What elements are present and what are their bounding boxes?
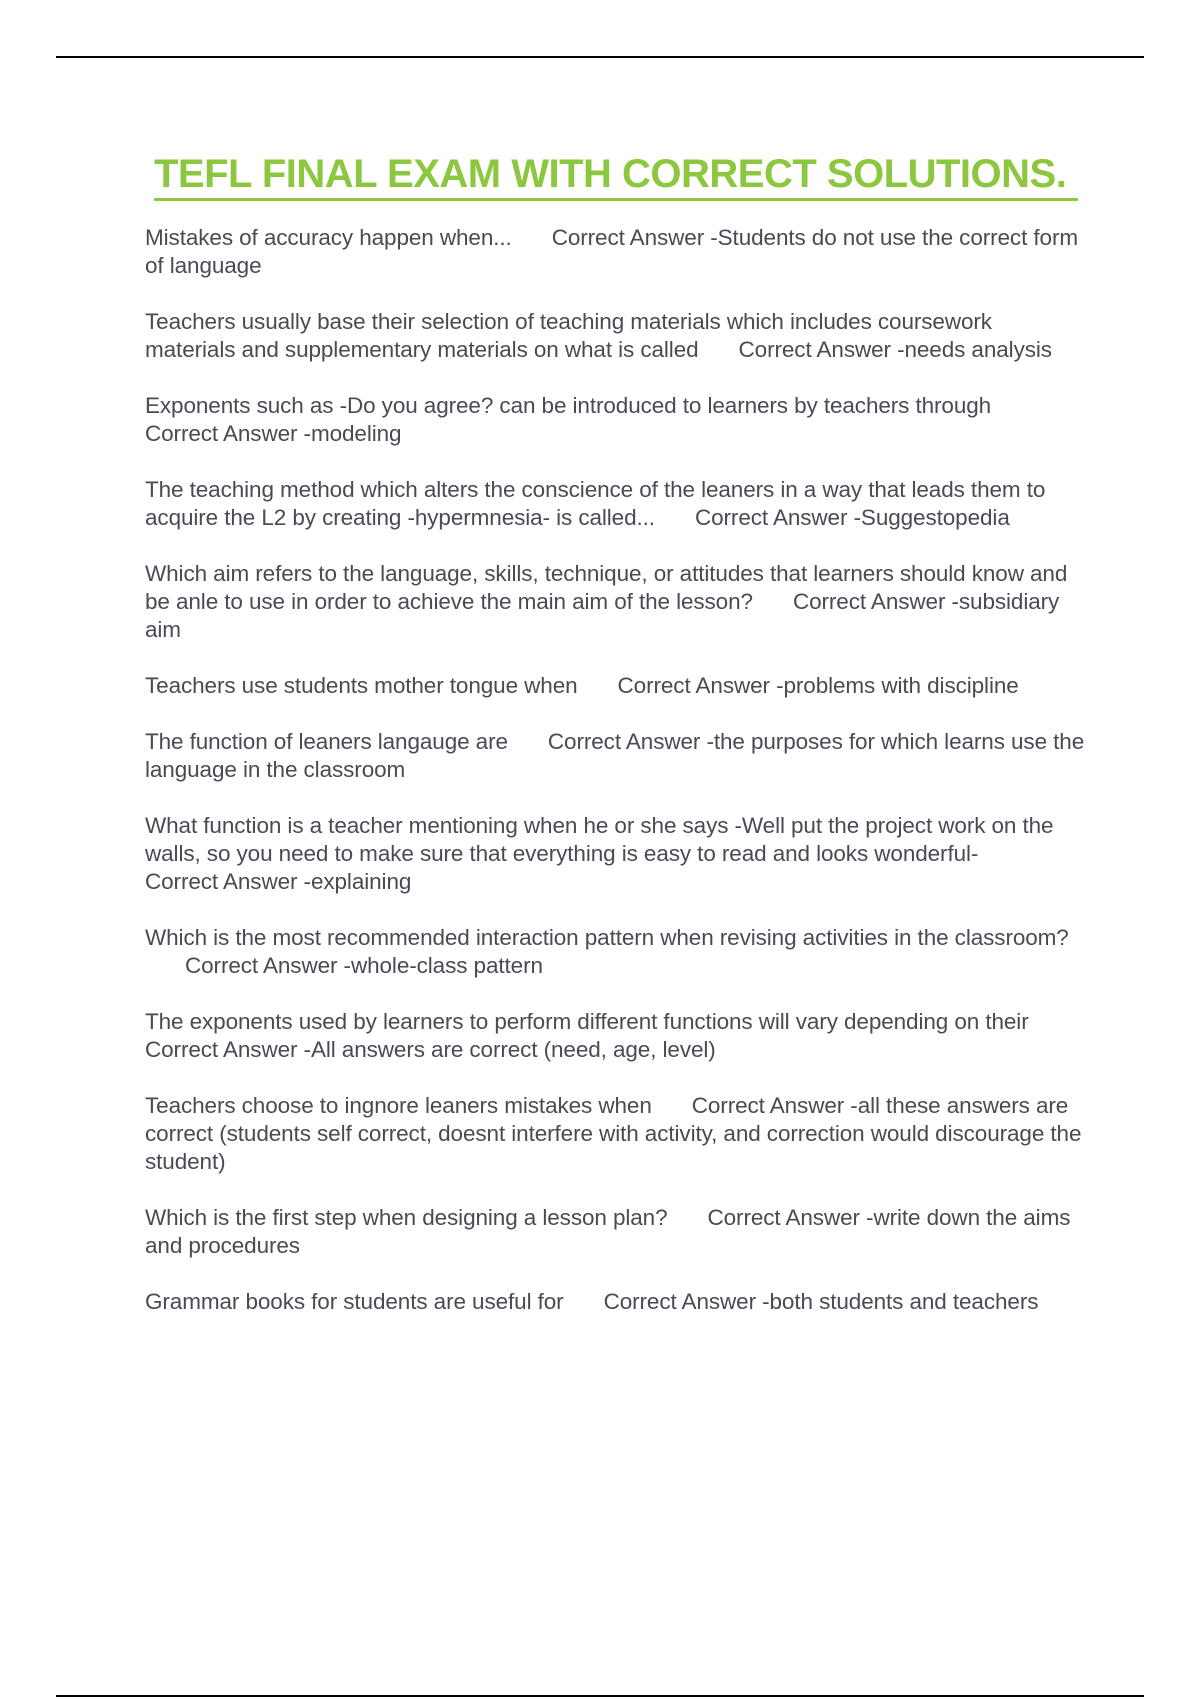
qa-item (145, 1204, 1085, 1260)
question-text: Teachers choose to ingnore leaners mistakes when (145, 1093, 652, 1118)
answer-text: Correct Answer -explaining (145, 869, 412, 894)
bottom-rule (56, 1695, 1144, 1697)
qa-item (145, 1288, 1085, 1316)
title-underline (154, 198, 1078, 201)
question-text: The function of leaners langauge are (145, 729, 508, 754)
answer-text: Correct Answer -All answers are correct (need, age, level) (145, 1037, 716, 1062)
qa-item (145, 224, 1085, 280)
answer-text: Correct Answer -Suggestopedia (694, 505, 1010, 530)
qa-item (145, 728, 1085, 784)
answer-text: Correct Answer -subsidiary aim (145, 589, 1060, 642)
qa-item (145, 392, 1085, 448)
qa-item (145, 308, 1085, 364)
answer-text: Correct Answer -modeling (145, 421, 402, 446)
question-text: Mistakes of accuracy happen when... (145, 225, 512, 250)
question-text: Teachers use students mother tongue when (145, 673, 578, 698)
answer-text: Correct Answer -both students and teachers (603, 1289, 1039, 1314)
document-title: TEFL FINAL EXAM WITH CORRECT SOLUTIONS. (154, 152, 1067, 196)
answer-text: Correct Answer -the purposes for which learns use the language in the classroom (145, 729, 1085, 782)
question-text: Exponents such as -Do you agree? can be introduced to learners by teachers through (145, 393, 992, 418)
question-text: Grammar books for students are useful for (145, 1289, 564, 1314)
question-text: Which is the most recommended interaction pattern when revising activities in the classroom? (145, 925, 1069, 950)
qa-item (145, 672, 1085, 700)
question-text: The teaching method which alters the conscience of the leaners in a way that leads them to acquire the L2 by creating -hypermnesia- is called... (145, 477, 1046, 530)
question-text: Teachers usually base their selection of teaching materials which includes coursework materials and supplementary materials on what is called (145, 309, 992, 362)
answer-text: Correct Answer -problems with discipline (617, 673, 1019, 698)
qa-item (145, 1092, 1085, 1176)
question-text: What function is a teacher mentioning when he or she says -Well put the project work on the walls, so you need to make sure that everything is easy to read and looks wonderful- (145, 813, 1054, 866)
answer-text: Correct Answer -needs analysis (738, 337, 1052, 362)
question-text: Which aim refers to the language, skills, technique, or attitudes that learners should know and be anle to use in order to achieve the main aim of the lesson? (145, 561, 1068, 614)
qa-item (145, 924, 1085, 980)
qa-item (145, 812, 1085, 896)
question-text: Which is the first step when designing a lesson plan? (145, 1205, 668, 1230)
qa-item (145, 1008, 1085, 1064)
answer-text: Correct Answer -Students do not use the correct form of language (145, 225, 1078, 278)
top-rule (56, 56, 1144, 58)
answer-text: Correct Answer -write down the aims and procedures (145, 1205, 1071, 1258)
answer-text: Correct Answer -all these answers are correct (students self correct, doesnt interfere with activity, and correction would discourage the student) (145, 1093, 1082, 1174)
answer-text: Correct Answer -whole-class pattern (185, 953, 543, 978)
qa-item (145, 560, 1085, 644)
qa-item (145, 476, 1085, 532)
question-text: The exponents used by learners to perform different functions will vary depending on their (145, 1009, 1029, 1034)
qa-list (145, 224, 1085, 1344)
